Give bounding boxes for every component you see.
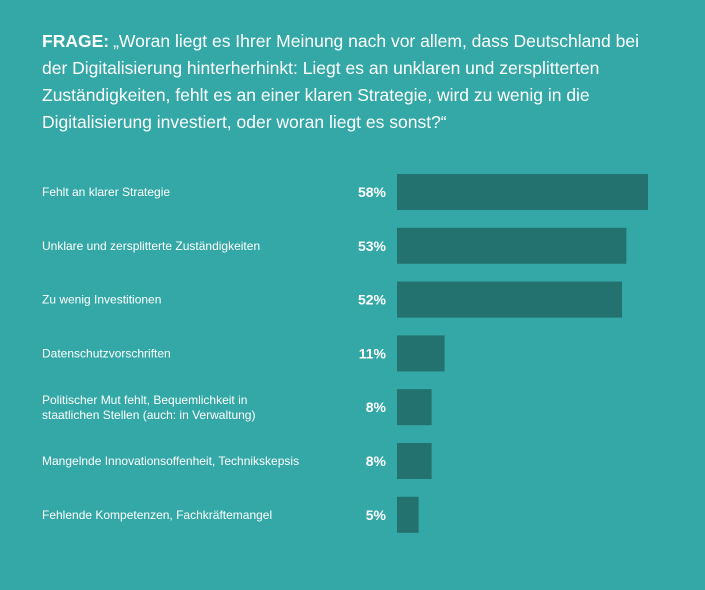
- bar: [397, 282, 622, 318]
- category-label: Datenschutzvorschriften: [42, 346, 171, 361]
- question-body: „Woran liegt es Ihrer Meinung nach vor allem, dass Deutschland bei der Digitalisierung hinterherhinkt: Liegt es an unklaren und zersplitterten Zuständigkeiten, fehlt es an einer klaren Strategie, wird zu wenig in die Digitalisierung investiert, oder woran liegt es sonst?“: [42, 31, 639, 132]
- category-label: Fehlt an klarer Strategie: [42, 185, 171, 199]
- value-label: 8%: [365, 453, 386, 469]
- value-label: 5%: [365, 506, 386, 523]
- category-label: Unklare und zersplitterte Zuständigkeiten: [42, 238, 261, 253]
- bar: [397, 497, 419, 533]
- bar: [397, 389, 432, 425]
- category-label: Fehlende Kompetenzen, Fachkräftemangel: [42, 507, 273, 522]
- value-label: 52%: [357, 291, 386, 308]
- value-label: 8%: [365, 399, 386, 416]
- category-label: Zu wenig Investitionen: [42, 292, 162, 307]
- bar: [397, 174, 648, 210]
- category-label: Politischer Mut fehlt, Bequemlichkeit in staatlichen Stellen (auch: in Verwaltung): [42, 393, 256, 423]
- value-label: 58%: [357, 184, 386, 200]
- value-label: 11%: [358, 345, 386, 362]
- category-label: Mangelnde Innovationsoffenheit, Technikskepsis: [42, 454, 300, 468]
- bar: [397, 443, 432, 479]
- bar: [397, 228, 626, 264]
- value-label: 53%: [357, 237, 386, 254]
- bar: [397, 335, 445, 371]
- question-lead: FRAGE:: [42, 31, 110, 51]
